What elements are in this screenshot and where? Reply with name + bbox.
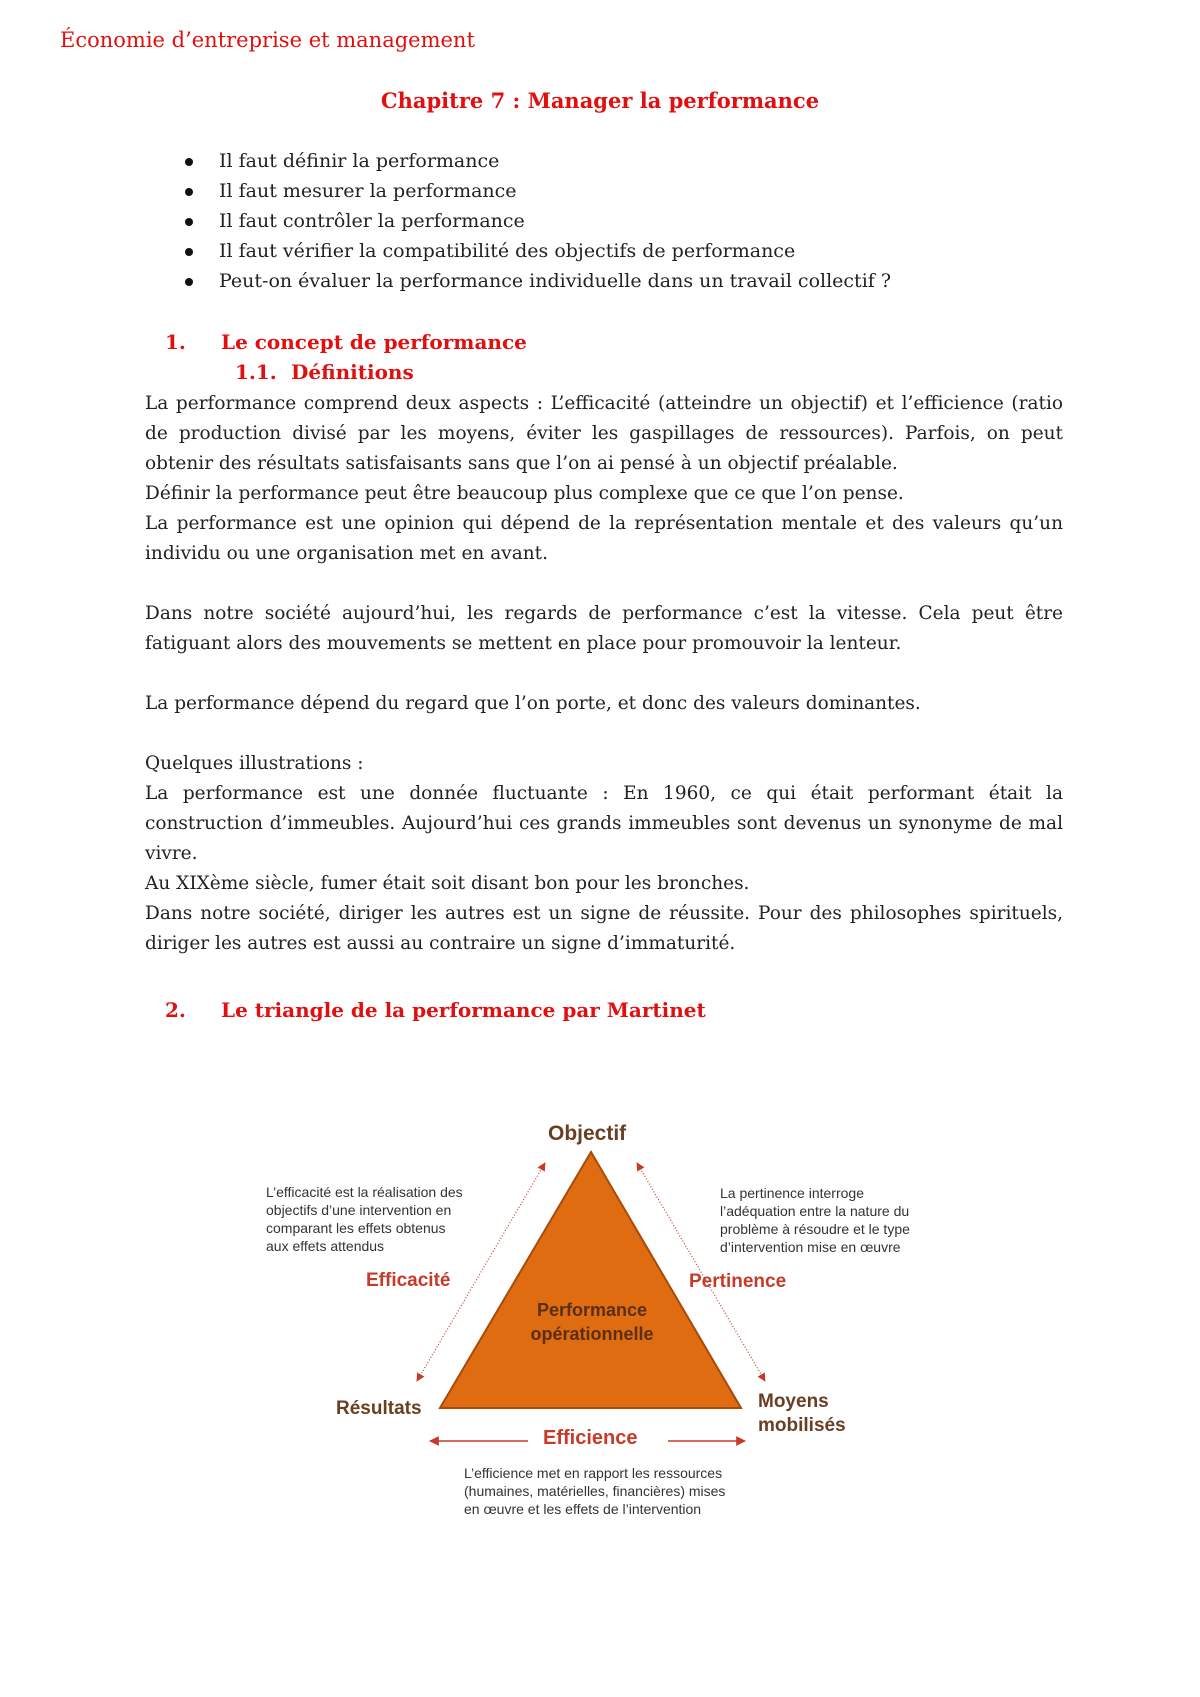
note-line: d’intervention mise en œuvre xyxy=(720,1239,901,1255)
pertinence-note xyxy=(720,1184,910,1256)
list-item: Il faut mesurer la performance xyxy=(185,176,891,206)
paragraph: La performance est une donnée fluctuante : En 1960, ce qui était performant était la construction d’immeubles. Aujourd’hui ces grands immeubles sont devenus un synonyme de mal vivre. xyxy=(145,783,1063,864)
note-line: La pertinence interroge xyxy=(720,1185,864,1201)
moyens-label-line: mobilisés xyxy=(758,1415,846,1436)
section-2-heading xyxy=(165,998,706,1022)
spacer xyxy=(145,569,1063,599)
note-line: l’adéquation entre la nature du xyxy=(720,1203,910,1219)
section-title: Le triangle de la performance par Martinet xyxy=(221,998,706,1022)
efficacite-note xyxy=(266,1183,463,1255)
paragraph: Dans notre société, diriger les autres est un signe de réussite. Pour des philosophes spirituels, diriger les autres est aussi au contraire un signe d’immaturité. xyxy=(145,903,1063,954)
note-line: L’efficacité est la réalisation des xyxy=(266,1184,463,1200)
objectif-label: Objectif xyxy=(548,1122,627,1145)
spacer xyxy=(145,719,1063,749)
list-item: Peut-on évaluer la performance individuelle dans un travail collectif ? xyxy=(185,266,891,296)
section-1-body xyxy=(145,389,1063,959)
note-line: (humaines, matérielles, financières) mises xyxy=(464,1483,726,1499)
document-header: Économie d’entreprise et management xyxy=(60,28,475,52)
note-line: comparant les effets obtenus xyxy=(266,1220,446,1236)
efficacite-label: Efficacité xyxy=(366,1270,451,1291)
subsection-title: Définitions xyxy=(291,360,414,384)
note-line: problème à résoudre et le type xyxy=(720,1221,910,1237)
list-item: Il faut contrôler la performance xyxy=(185,206,891,236)
resultats-label: Résultats xyxy=(336,1398,422,1419)
section-1-1-heading xyxy=(235,360,414,384)
section-1-heading xyxy=(165,330,527,354)
chapter-title: Chapitre 7 : Manager la performance xyxy=(380,88,820,113)
center-label-line: opérationnelle xyxy=(530,1324,654,1344)
efficience-label: Efficience xyxy=(543,1427,638,1449)
subsection-number: 1.1. xyxy=(235,360,277,384)
list-item: Il faut vérifier la compatibilité des objectifs de performance xyxy=(185,236,891,266)
paragraph: Définir la performance peut être beaucoup plus complexe que ce que l’on pense. xyxy=(145,483,904,504)
section-title: Le concept de performance xyxy=(221,330,527,354)
section-number: 2. xyxy=(165,998,186,1022)
moyens-label-line: Moyens xyxy=(758,1391,829,1412)
paragraph: La performance comprend deux aspects : L’efficacité (atteindre un objectif) et l’efficience (ratio de production divisé par les moyens, éviter les gaspillages de ressources). Parfois, on peut obtenir des résultats satisfaisants sans que l’on ai pensé à un objectif préalable. xyxy=(145,393,1063,474)
paragraph: La performance est une opinion qui dépend de la représentation mentale et des valeurs qu’un individu ou une organisation met en avant. xyxy=(145,513,1063,564)
intro-bullet-list xyxy=(185,146,891,296)
paragraph: La performance dépend du regard que l’on porte, et donc des valeurs dominantes. xyxy=(145,693,921,714)
moyens-label xyxy=(758,1390,846,1438)
center-label-line: Performance xyxy=(536,1300,648,1320)
note-line: en œuvre et les effets de l’intervention xyxy=(464,1501,702,1517)
paragraph: Dans notre société aujourd’hui, les regards de performance c’est la vitesse. Cela peut être fatiguant alors des mouvements se mettent en place pour promouvoir la lenteur. xyxy=(145,603,1063,654)
note-line: L’efficience met en rapport les ressources xyxy=(464,1465,723,1481)
paragraph: Au XIXème siècle, fumer était soit disant bon pour les bronches. xyxy=(145,873,750,894)
pertinence-label: Pertinence xyxy=(689,1271,787,1292)
performance-triangle-diagram xyxy=(258,1100,958,1530)
efficience-note xyxy=(464,1464,725,1518)
spacer xyxy=(145,659,1063,689)
paragraph: Quelques illustrations : xyxy=(145,753,364,774)
section-number: 1. xyxy=(165,330,186,354)
note-line: objectifs d’une intervention en xyxy=(266,1202,452,1218)
center-label xyxy=(527,1298,657,1346)
list-item: Il faut définir la performance xyxy=(185,146,891,176)
note-line: aux effets attendus xyxy=(266,1238,385,1254)
